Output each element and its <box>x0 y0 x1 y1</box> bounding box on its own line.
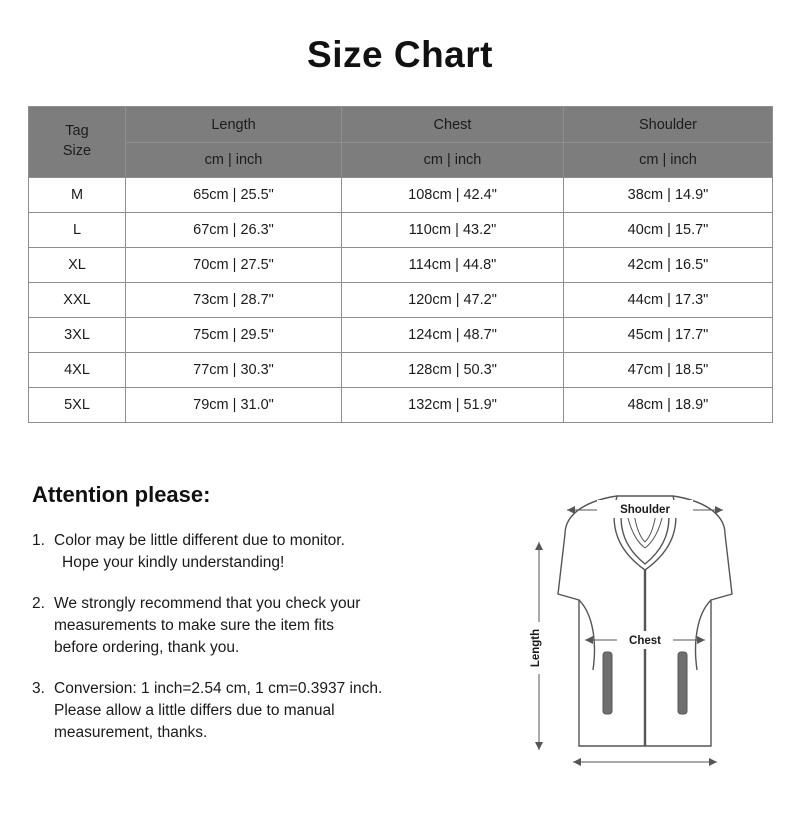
cell-size: 3XL <box>29 318 126 353</box>
page-title: Size Chart <box>307 34 493 75</box>
cell-length: 70cm | 27.5" <box>126 248 342 283</box>
header-tag-size <box>29 107 126 178</box>
cell-chest: 114cm | 44.8" <box>342 248 564 283</box>
cell-length: 77cm | 30.3" <box>126 353 342 388</box>
size-table <box>28 106 773 423</box>
size-table-container <box>28 106 772 423</box>
cell-chest: 124cm | 48.7" <box>342 318 564 353</box>
note-line: Please allow a little differs due to manual <box>54 702 335 719</box>
cell-shoulder: 42cm | 16.5" <box>564 248 773 283</box>
note-number: 1. <box>32 532 45 549</box>
note-number: 2. <box>32 595 45 612</box>
cell-length: 79cm | 31.0" <box>126 388 342 423</box>
cell-chest: 128cm | 50.3" <box>342 353 564 388</box>
hem-measure-arrow <box>573 758 717 766</box>
vest-diagram-svg <box>505 474 785 804</box>
header-tag-line2: Size <box>62 143 92 159</box>
cell-shoulder: 45cm | 17.7" <box>564 318 773 353</box>
note-text <box>54 678 502 744</box>
table-row <box>29 318 773 353</box>
cell-shoulder: 47cm | 18.5" <box>564 353 773 388</box>
note-line: Conversion: 1 inch=2.54 cm, 1 cm=0.3937 inch. <box>54 680 383 697</box>
header-shoulder: Shoulder <box>564 107 773 143</box>
table-row <box>29 283 773 318</box>
note-line: measurement, thanks. <box>54 724 208 741</box>
attention-note <box>32 530 502 574</box>
note-line: We strongly recommend that you check your <box>54 595 361 612</box>
vest-measurement-diagram <box>505 474 785 804</box>
attention-section <box>32 482 502 763</box>
unit-chest: cm | inch <box>342 143 564 178</box>
cell-shoulder: 48cm | 18.9" <box>564 388 773 423</box>
length-label: Length <box>530 628 542 668</box>
cell-size: L <box>29 213 126 248</box>
header-length: Length <box>126 107 342 143</box>
table-row <box>29 213 773 248</box>
note-number: 3. <box>32 680 45 697</box>
cell-size: XXL <box>29 283 126 318</box>
attention-note <box>32 678 502 744</box>
note-line: measurements to make sure the item fits <box>54 617 334 634</box>
table-subheader-row <box>29 143 773 178</box>
cell-size: 5XL <box>29 388 126 423</box>
cell-length: 73cm | 28.7" <box>126 283 342 318</box>
cell-size: XL <box>29 248 126 283</box>
chest-label: Chest <box>629 635 661 647</box>
note-text <box>54 593 502 659</box>
header-chest: Chest <box>342 107 564 143</box>
note-line: before ordering, thank you. <box>54 639 240 656</box>
cell-length: 75cm | 29.5" <box>126 318 342 353</box>
cell-shoulder: 44cm | 17.3" <box>564 283 773 318</box>
note-line: Color may be little different due to monitor. <box>54 532 345 549</box>
cell-size: 4XL <box>29 353 126 388</box>
unit-length: cm | inch <box>126 143 342 178</box>
cell-length: 67cm | 26.3" <box>126 213 342 248</box>
size-chart-page <box>0 34 800 834</box>
note-text <box>54 530 502 574</box>
cell-shoulder: 40cm | 15.7" <box>564 213 773 248</box>
shoulder-label: Shoulder <box>620 504 670 516</box>
cell-chest: 132cm | 51.9" <box>342 388 564 423</box>
unit-shoulder: cm | inch <box>564 143 773 178</box>
header-tag-line1: Tag <box>65 123 89 140</box>
table-row <box>29 353 773 388</box>
cell-length: 65cm | 25.5" <box>126 178 342 213</box>
table-row <box>29 248 773 283</box>
note-line: Hope your kindly understanding! <box>62 554 285 571</box>
cell-shoulder: 38cm | 14.9" <box>564 178 773 213</box>
attention-note <box>32 593 502 659</box>
table-header-row <box>29 107 773 143</box>
cell-chest: 120cm | 47.2" <box>342 283 564 318</box>
attention-heading: Attention please: <box>32 482 211 507</box>
cell-chest: 110cm | 43.2" <box>342 213 564 248</box>
cell-size: M <box>29 178 126 213</box>
table-row <box>29 388 773 423</box>
cell-chest: 108cm | 42.4" <box>342 178 564 213</box>
table-row <box>29 178 773 213</box>
